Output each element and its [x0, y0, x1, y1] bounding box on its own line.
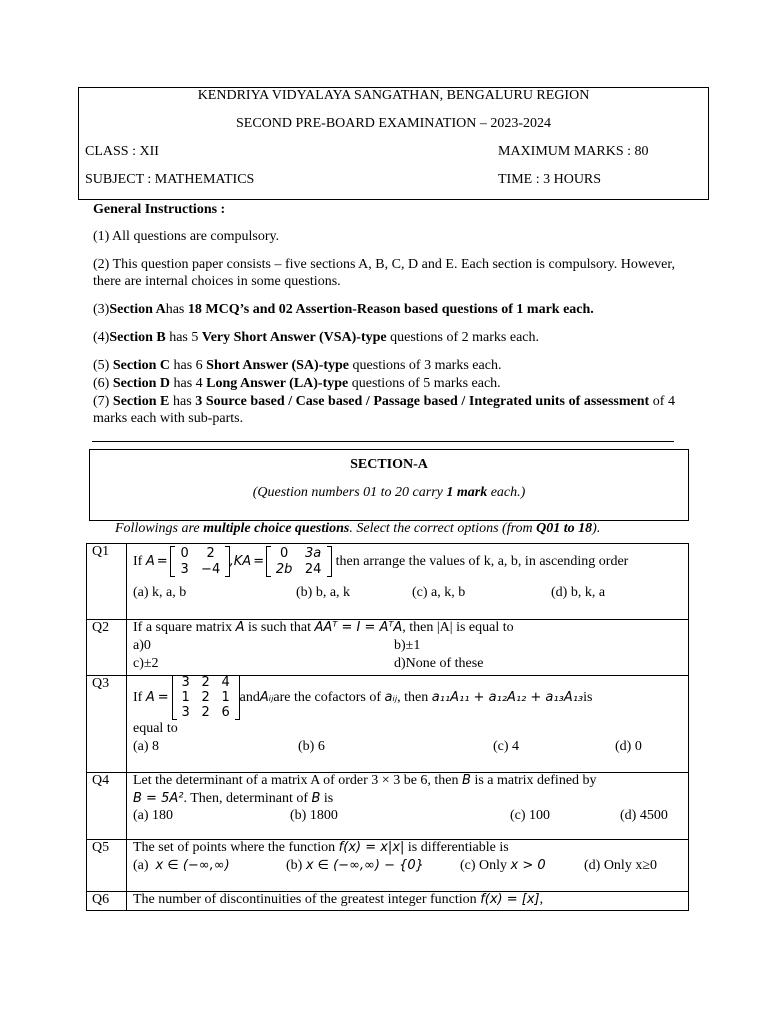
instruction-7	[93, 393, 675, 427]
q5-function: f(x) = x|x|	[338, 840, 405, 855]
question-4-line-1	[133, 773, 597, 789]
q6-function: f(x) = [x]	[480, 892, 540, 907]
instruction-3-prefix: (3)	[93, 302, 110, 317]
question-1-text	[133, 546, 628, 577]
option-a: (a) 180	[133, 808, 174, 823]
mcq-note-post: ).	[592, 521, 601, 536]
instruction-6	[93, 375, 675, 392]
q2-text2: is such that	[248, 620, 312, 635]
instruction-2: (2) This question paper consists – five sections A, B, C, D and E. Each section is compulsory. However, there are internal choices in some questions.	[93, 257, 675, 289]
subject-label: SUBJECT : MATHEMATICS	[85, 172, 255, 187]
q4-line1-end: is a matrix defined by	[474, 773, 597, 788]
q4-equation: B = 5A²	[133, 791, 184, 806]
q2-text3: , then |A| is equal to	[402, 620, 514, 635]
instruction-6-prefix: (6)	[93, 376, 113, 391]
matrix-bracket-right	[235, 675, 240, 720]
q4-line2-rest: . Then, determinant of	[183, 791, 308, 806]
matrix-ka-grid	[271, 546, 327, 577]
option-a: a)0	[133, 638, 151, 653]
matrix-cell: 1	[221, 690, 230, 705]
instruction-3-mid: has	[165, 302, 188, 317]
time-label: TIME : 3 HOURS	[498, 172, 602, 187]
matrix-cell: 2	[201, 675, 210, 690]
column-divider	[126, 544, 127, 910]
matrix-a	[170, 546, 230, 577]
section-subtitle-pre: (Question numbers 01 to 20 carry	[252, 485, 447, 500]
section-subtitle-post: each.)	[487, 485, 526, 500]
q1-equals-2: =	[253, 554, 265, 569]
matrix-cell: −4	[201, 562, 221, 577]
q3-var-a: A	[145, 690, 155, 705]
instruction-5-prefix: (5)	[93, 358, 113, 373]
mcq-note	[115, 521, 600, 537]
q3-expression: a₁₁A₁₁ + a₁₂A₁₂ + a₁₃A₁₃	[431, 690, 584, 705]
option-c: c)±2	[133, 656, 159, 671]
question-4-line-2	[133, 791, 333, 807]
question-number: Q5	[92, 840, 110, 855]
instruction-3-detail: 18 MCQ’s and 02 Assertion-Reason based questions of 1 mark each.	[187, 302, 594, 317]
q5-text: The set of points where the function	[133, 840, 336, 855]
option-d: d)None of these	[394, 656, 484, 671]
q6-text-end: ,	[539, 892, 544, 907]
instruction-7-end: of 4 marks each with sub-parts.	[93, 394, 676, 426]
option-a: (a) 8	[133, 739, 160, 754]
matrix-cell: 2	[206, 546, 215, 561]
option-c-label: (c) Only	[460, 858, 508, 873]
matrix-a-grid	[175, 546, 225, 577]
matrix-cell: 2b	[275, 562, 293, 577]
matrix-cell: 0	[279, 546, 289, 561]
matrix-cell: 3	[180, 562, 189, 577]
option-b: (b) 6	[298, 739, 325, 754]
mcq-note-range: Q01 to 18	[536, 521, 593, 536]
option-b: (b) b, a, k	[296, 585, 351, 600]
option-d: (d) b, k, a	[551, 585, 606, 600]
q1-if: If	[133, 553, 143, 569]
question-number: Q4	[92, 773, 110, 788]
q3-cofactor-symbol: Aᵢⱼ	[259, 690, 274, 705]
instruction-5-type: Short Answer (SA)-type	[206, 358, 350, 373]
matrix-cell: 0	[180, 546, 189, 561]
question-3-text	[133, 675, 592, 720]
matrix-cell: 24	[304, 562, 322, 577]
option-c: (c) 100	[510, 808, 551, 823]
section-title: SECTION-A	[350, 457, 428, 472]
instruction-4-end: questions of 2 marks each.	[386, 330, 540, 345]
instruction-5-end: questions of 3 marks each.	[349, 358, 502, 373]
mcq-note-pre: Followings are	[115, 521, 204, 536]
matrix-bracket-right	[225, 546, 230, 577]
question-5-text	[133, 840, 509, 856]
section-subtitle	[90, 485, 688, 501]
option-b-value: x ∈ (−∞,∞) − {0}	[305, 858, 424, 873]
question-number: Q2	[92, 620, 110, 635]
q3-cofactor-text: are the cofactors of	[273, 689, 382, 705]
option-d: (d) Only x≥0	[584, 858, 658, 873]
matrix-bracket-right	[327, 546, 332, 577]
instruction-6-type: Long Answer (LA)-type	[206, 376, 349, 391]
matrix-cell: 3	[181, 675, 190, 690]
q1-var-a: A	[145, 554, 155, 569]
q2-var: A	[235, 620, 245, 635]
instruction-3-section: Section A	[109, 302, 166, 317]
question-number: Q6	[92, 892, 110, 907]
q4-var-b: B	[462, 773, 471, 788]
option-a	[133, 858, 230, 874]
instruction-4-prefix: (4)	[93, 330, 110, 345]
mcq-note-bold: multiple choice questions	[203, 521, 350, 536]
option-a: (a) k, a, b	[133, 585, 187, 600]
q4-var-b-2: B	[311, 791, 321, 806]
instructions-title: General Instructions :	[93, 202, 226, 217]
option-c-value: x > 0	[510, 858, 546, 873]
section-a-box	[89, 449, 689, 521]
question-2-text	[133, 620, 514, 636]
matrix-cell: 3	[181, 705, 190, 720]
divider-line	[92, 441, 674, 442]
instruction-4-section: Section B	[109, 330, 166, 345]
instruction-6-end: questions of 5 marks each.	[348, 376, 501, 391]
instruction-4-type: Very Short Answer (VSA)-type	[201, 330, 387, 345]
instruction-6-section: Section D	[112, 376, 170, 391]
matrix-cell: 2	[201, 690, 210, 705]
q3-equal-to: equal to	[133, 721, 178, 736]
q1-equals: =	[156, 554, 168, 569]
q3-if: If	[133, 689, 143, 705]
q3-element-symbol: aᵢⱼ	[384, 690, 398, 705]
instruction-5	[93, 357, 675, 374]
matrix-3x3-grid	[177, 675, 235, 720]
instruction-7-type: 3 Source based / Case based / Passage based / Integrated units of assessment	[195, 394, 650, 409]
option-b: (b) 1800	[290, 808, 338, 823]
q2-text: If a square matrix	[133, 620, 233, 635]
option-b-label: (b)	[286, 858, 303, 873]
questions-table	[86, 543, 689, 911]
instruction-4	[93, 329, 675, 346]
section-subtitle-marks: 1 mark	[446, 485, 488, 500]
q2-equation: AAᵀ = I = AᵀA	[314, 620, 403, 635]
option-b	[286, 858, 424, 874]
question-6-text	[133, 892, 543, 908]
exam-name: SECOND PRE-BOARD EXAMINATION – 2023-2024	[236, 116, 551, 131]
option-c: (c) 4	[493, 739, 520, 754]
option-b: b)±1	[394, 638, 421, 653]
q3-is: is	[583, 689, 593, 705]
instruction-3	[93, 301, 675, 318]
matrix-cell: 4	[221, 675, 230, 690]
matrix-cell: 1	[181, 690, 190, 705]
matrix-ka	[266, 546, 332, 577]
option-c: (c) a, k, b	[412, 585, 466, 600]
q4-is: is	[323, 791, 334, 806]
q1-ka: ,KA	[229, 554, 252, 569]
q6-text: The number of discontinuities of the greatest integer function	[133, 892, 477, 907]
matrix-cell: 3a	[304, 546, 322, 561]
question-number: Q1	[92, 544, 110, 559]
q5-text2: is differentiable is	[407, 840, 509, 855]
instruction-7-section: Section E	[112, 394, 170, 409]
matrix-cell: 2	[201, 705, 210, 720]
question-number: Q3	[92, 676, 110, 691]
instruction-5-section: Section C	[112, 358, 170, 373]
instruction-4-mid: has 5	[165, 330, 202, 345]
q1-rest: then arrange the values of k, a, b, in ascending order	[335, 553, 629, 569]
org-name: KENDRIYA VIDYALAYA SANGATHAN, BENGALURU REGION	[197, 88, 590, 103]
q4-line1: Let the determinant of a matrix A of order 3 × 3 be 6, then	[133, 773, 459, 788]
instruction-7-prefix: (7)	[93, 394, 113, 409]
max-marks-label: MAXIMUM MARKS : 80	[498, 144, 649, 159]
class-label: CLASS : XII	[85, 144, 159, 159]
option-c	[460, 858, 546, 874]
instruction-7-mid: has	[169, 394, 196, 409]
q3-and: and	[239, 689, 260, 705]
exam-header	[78, 87, 709, 200]
mcq-note-mid: . Select the correct options (from	[349, 521, 537, 536]
option-a-label: (a)	[133, 858, 149, 873]
instruction-6-mid: has 4	[170, 376, 207, 391]
option-d: (d) 0	[615, 739, 642, 754]
instruction-5-mid: has 6	[170, 358, 207, 373]
instruction-1: (1) All questions are compulsory.	[93, 229, 280, 244]
q3-equals: =	[157, 690, 169, 705]
q3-then: , then	[397, 689, 429, 705]
matrix-cell: 6	[221, 705, 230, 720]
option-a-value: x ∈ (−∞,∞)	[155, 858, 230, 873]
matrix-a-3x3	[172, 675, 240, 720]
option-d: (d) 4500	[620, 808, 668, 823]
